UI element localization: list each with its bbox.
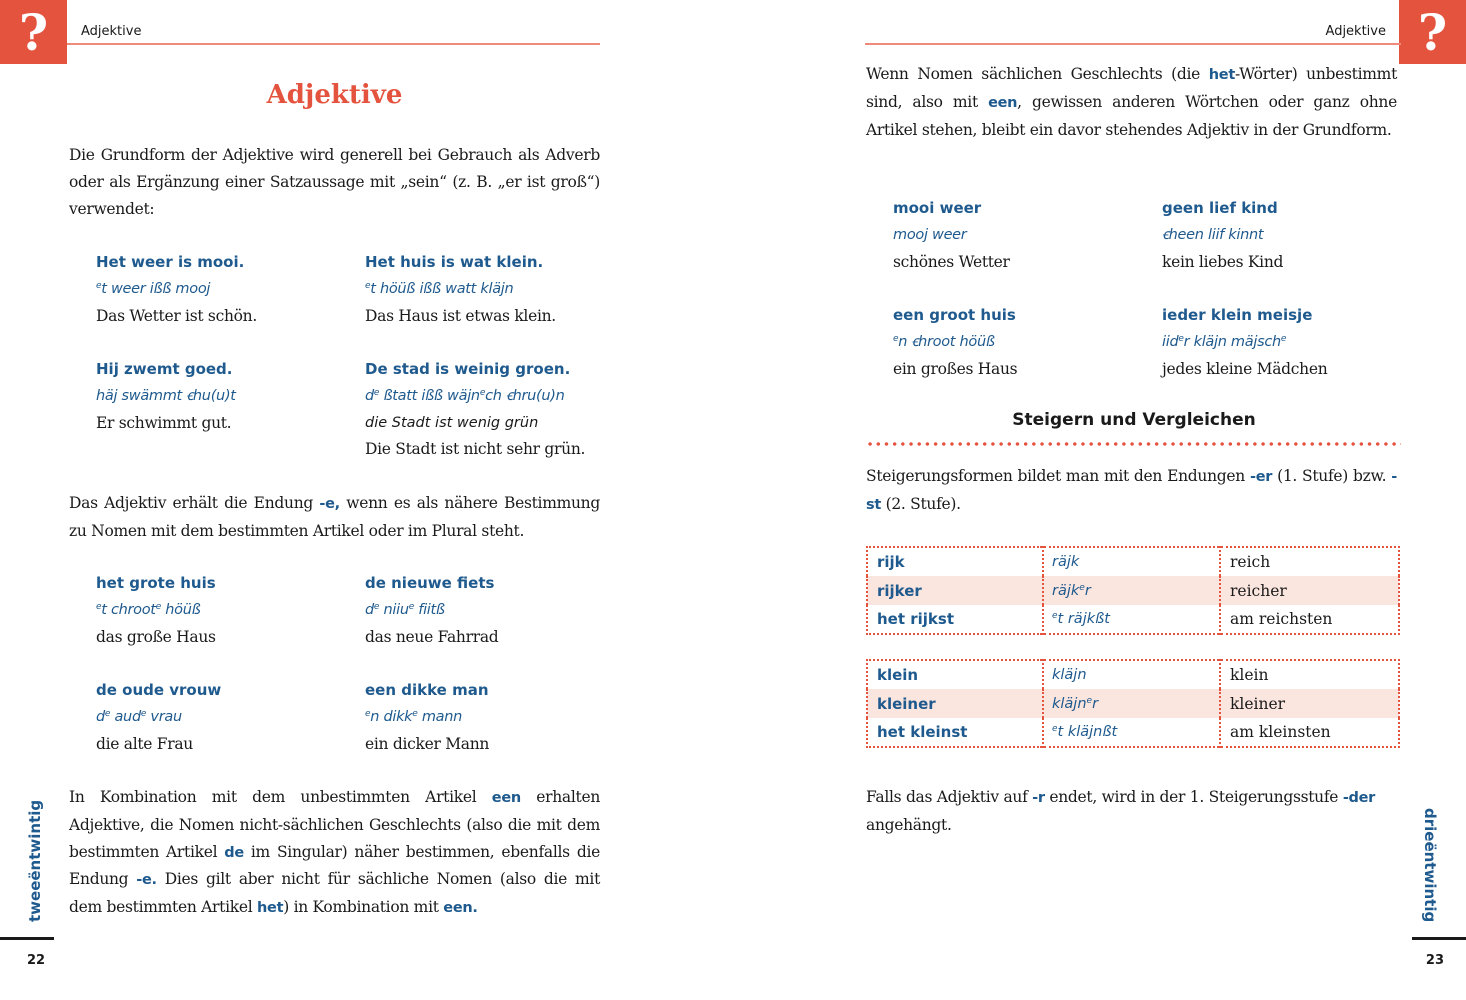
keyword: -er	[1249, 469, 1273, 485]
schwa-sup: e	[1052, 611, 1058, 621]
pronunciation-cell	[1043, 689, 1220, 718]
example-block	[365, 249, 625, 329]
schwa-sup: e	[1086, 695, 1093, 706]
dutch-cell: het rijkst	[877, 610, 954, 628]
right-page	[733, 0, 1466, 1000]
page-number-word: drieëntwintig	[1421, 808, 1439, 923]
pr-part: d	[365, 601, 374, 618]
keyword: -st	[866, 469, 1397, 513]
dutch-phrase: een groot huis	[893, 306, 1016, 324]
schwa-sup: e	[1079, 582, 1085, 593]
neuter-paragraph	[866, 61, 1397, 143]
text: im Singular) näher bestimmen, ebenfalls die Endung	[69, 842, 600, 889]
text: Dies gilt aber nicht für sächliche Nomen (also die mit dem bestimmten Artikel	[69, 870, 600, 917]
table-row	[867, 576, 1399, 605]
pronunciation: mooj weer	[893, 226, 967, 243]
german-translation: Er schwimmt gut.	[96, 413, 232, 432]
keyword: -r	[1032, 790, 1045, 806]
dutch-phrase: Het weer is mooi.	[96, 253, 245, 271]
table-row	[867, 660, 1399, 689]
german-translation: schönes Wetter	[893, 252, 1010, 271]
german-translation: das große Haus	[96, 627, 216, 646]
german-translation: Die Stadt ist nicht sehr grün.	[365, 440, 586, 459]
pr-part: d	[365, 387, 374, 404]
german-cell: am kleinsten	[1220, 718, 1399, 747]
keyword: -der	[1342, 790, 1375, 806]
dutch-phrase: Het huis is wat klein.	[365, 253, 544, 271]
german-cell: am reichsten	[1220, 605, 1399, 634]
schwa-sup: e	[373, 601, 380, 612]
dutch-phrase: De stad is weinig groen.	[365, 360, 571, 378]
german-translation: das neue Fahrrad	[365, 627, 499, 646]
german-translation: jedes kleine Mädchen	[1162, 359, 1328, 378]
pr-part: niiu	[379, 601, 409, 618]
pronunciation	[365, 704, 625, 731]
german-cell: reicher	[1220, 576, 1399, 605]
text: wenn es als nähere Bestimmung zu Nomen mit dem bestimmten Artikel oder im Plural steht.	[69, 494, 600, 540]
keyword: het	[257, 900, 284, 917]
keyword: de	[224, 844, 244, 861]
comparison-table-rijk	[866, 546, 1400, 635]
pr-part: aud	[110, 708, 141, 725]
running-head: Adjektive	[1325, 24, 1386, 39]
pronunciation	[1162, 329, 1422, 356]
pronunciation	[365, 383, 605, 410]
pr-part: r kläjn mäjsch	[1183, 333, 1281, 350]
pronunciation-text: t höüß ißß watt kläjn	[370, 280, 514, 297]
pr-part: r	[1084, 582, 1091, 599]
text: Wenn Nomen sächlichen Geschlechts (die	[866, 65, 1209, 83]
text: Das Adjektiv erhält die Endung	[69, 494, 320, 512]
schwa-sup: e	[479, 387, 486, 398]
example-block	[893, 302, 1153, 382]
table-row	[867, 689, 1399, 718]
page-title: Adjektive	[266, 80, 403, 110]
dutch-phrase: de nieuwe fiets	[365, 574, 495, 592]
schwa-sup: e	[373, 387, 380, 398]
text: angehängt.	[866, 815, 952, 834]
german-cell: kleiner	[1220, 689, 1399, 718]
page-number-word: tweeëntwintig	[26, 799, 44, 922]
pronunciation-cell: kläjn	[1043, 660, 1220, 689]
schwa-sup: e	[104, 708, 111, 719]
pronunciation	[96, 276, 356, 303]
dutch-phrase: ieder klein meisje	[1162, 306, 1313, 324]
dutch-cell: rijk	[877, 553, 905, 571]
dutch-phrase: mooi weer	[893, 199, 982, 217]
pronunciation-cell	[1043, 576, 1220, 605]
pronunciation-cell	[1043, 605, 1220, 634]
text: endet, wird in der 1. Steigerungsstufe	[1044, 788, 1343, 806]
pronunciation: ꞓheen liif kinnt	[1162, 226, 1264, 243]
pr-part: höüß	[160, 601, 201, 618]
question-mark-icon: ?	[0, 0, 67, 64]
text: Falls das Adjektiv auf	[866, 788, 1033, 806]
pr-part: ch ꞓhru(u)n	[485, 387, 565, 404]
german-cell: klein	[1220, 660, 1399, 689]
schwa-sup: e	[96, 601, 102, 612]
running-head: Adjektive	[81, 24, 142, 39]
schwa-sup: e	[365, 708, 371, 719]
german-cell: reich	[1220, 547, 1399, 576]
schwa-sup: e	[1178, 333, 1184, 344]
dutch-phrase: Hij zwemt goed.	[96, 360, 233, 378]
keyword: een	[491, 790, 521, 806]
schwa-sup: e	[408, 601, 414, 612]
page-number: 22	[27, 953, 46, 968]
text: Steigerungsformen bildet man mit den Endungen	[866, 467, 1250, 485]
example-block	[365, 677, 625, 757]
pr-part: d	[96, 708, 105, 725]
schwa-sup: e	[893, 333, 899, 344]
pr-part: räjk	[1052, 582, 1080, 599]
table-row	[867, 605, 1399, 634]
comparison-paragraph	[866, 463, 1397, 519]
dutch-cell: rijker	[867, 576, 1043, 605]
dutch-cell: het kleinst	[877, 723, 968, 741]
pronunciation-cell: räjk	[1043, 547, 1220, 576]
pr-part: ßtatt ißß wäjn	[379, 387, 480, 404]
keyword: een	[988, 94, 1018, 111]
schwa-sup: e	[412, 708, 418, 719]
pr-part: n dikk	[370, 708, 413, 725]
text: , gewissen anderen Wörtchen oder ganz ohne Artikel stehen, bleibt ein davor stehendes Adjektiv in der Grundform.	[866, 92, 1397, 139]
pronunciation-text: t weer ißß mooj	[101, 280, 211, 297]
pronunciation	[365, 276, 625, 303]
example-block	[365, 356, 605, 463]
text: (2. Stufe).	[880, 494, 961, 513]
pronunciation	[893, 329, 1153, 356]
table-row	[867, 547, 1399, 576]
ending-r-paragraph	[866, 784, 1397, 839]
example-block	[96, 677, 356, 757]
german-translation: ein dicker Mann	[365, 734, 490, 753]
schwa-sup: e	[1052, 724, 1058, 734]
pronunciation: häj swämmt ꞓhu(u)t	[96, 387, 236, 404]
german-translation: die alte Frau	[96, 734, 193, 753]
german-translation: Das Wetter ist schön.	[96, 306, 257, 325]
combination-paragraph	[69, 784, 600, 922]
example-block	[96, 356, 356, 436]
text: ) in Kombination mit	[283, 898, 444, 917]
example-block	[1162, 195, 1422, 275]
example-block	[365, 570, 625, 650]
text: (1. Stufe) bzw.	[1272, 467, 1392, 485]
dotted-divider	[866, 441, 1401, 447]
example-block	[96, 570, 356, 650]
pr-part: t chroot	[101, 601, 156, 618]
dutch-phrase: geen lief kind	[1162, 199, 1278, 217]
dutch-phrase: een dikke man	[365, 681, 489, 699]
pr-part: t räjkßt	[1057, 611, 1110, 627]
schwa-sup: e	[140, 708, 147, 719]
german-translation: ein großes Haus	[893, 359, 1018, 378]
ending-paragraph	[69, 490, 600, 545]
pr-part: mann	[417, 708, 463, 725]
header-rule	[67, 43, 600, 45]
pronunciation	[96, 704, 356, 731]
keyword: een.	[443, 900, 478, 917]
pr-part: iid	[1162, 333, 1179, 350]
keyword: het	[1208, 67, 1235, 83]
example-block	[96, 249, 356, 329]
example-block	[1162, 302, 1422, 382]
page-number: 23	[1425, 953, 1444, 968]
schwa-sup: e	[365, 280, 371, 291]
literal-translation: die Stadt ist wenig grün	[365, 414, 539, 431]
pronunciation	[96, 597, 356, 624]
text: In Kombination mit dem unbestimmten Artikel	[69, 788, 492, 806]
schwa-sup: e	[155, 601, 161, 612]
pr-part: kläjn	[1052, 695, 1087, 712]
footer-rule	[1412, 937, 1466, 940]
keyword: -e,	[319, 496, 340, 512]
table-row	[867, 718, 1399, 747]
german-translation: kein liebes Kind	[1162, 252, 1284, 271]
german-translation: Das Haus ist etwas klein.	[365, 306, 556, 325]
pr-part: fiitß	[413, 601, 445, 618]
dutch-cell: klein	[877, 666, 919, 684]
keyword: -e.	[136, 872, 157, 889]
pr-part: r	[1092, 695, 1099, 712]
comparison-table-klein	[866, 659, 1400, 748]
example-block	[893, 195, 1153, 275]
dutch-phrase: het grote huis	[96, 574, 216, 592]
schwa-sup: e	[96, 280, 102, 291]
pronunciation	[365, 597, 625, 624]
intro-paragraph: Die Grundform der Adjektive wird generell bei Gebrauch als Adverb oder als Ergänzung einer Satzaussage mit „sein“ (z. B. „er ist groß“) verwendet:	[69, 146, 600, 218]
pronunciation-cell	[1043, 718, 1220, 747]
dutch-phrase: de oude vrouw	[96, 681, 222, 699]
schwa-sup: e	[1280, 333, 1287, 344]
pr-part: t kläjnßt	[1057, 724, 1118, 740]
footer-rule	[0, 937, 54, 940]
dutch-cell: kleiner	[867, 689, 1043, 718]
section-heading: Steigern und Vergleichen	[1012, 410, 1256, 430]
text: erhalten Adjektive, die Nomen nicht-sächlichen Geschlechts (also die mit dem bestimmten Artikel	[69, 788, 601, 861]
header-rule	[865, 43, 1401, 45]
pr-part: vrau	[146, 708, 182, 725]
pr-part: n ꞓhroot höüß	[898, 333, 995, 350]
text: -Wörter) unbestimmt sind, also mit	[866, 65, 1397, 111]
question-mark-icon: ?	[1399, 0, 1466, 64]
